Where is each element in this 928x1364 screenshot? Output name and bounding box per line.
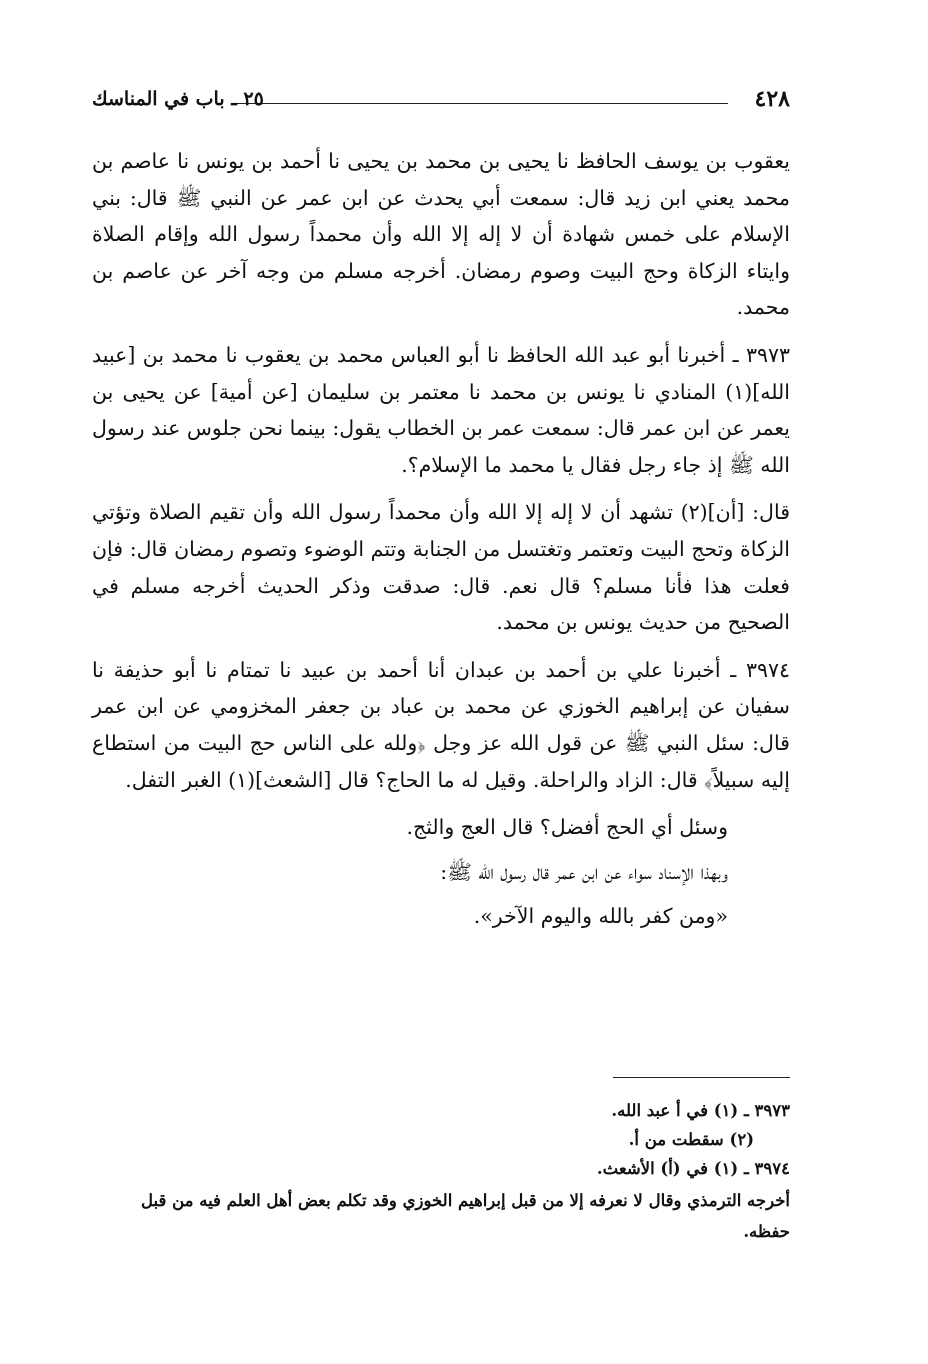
- footnote-3973-1: ٣٩٧٣ ـ (١) في أ عبد الله.: [611, 1101, 790, 1120]
- main-text: [92, 143, 790, 943]
- footnote-3974-1: ٣٩٧٤ ـ (١) في (أ) الأشعث.: [596, 1159, 790, 1178]
- paragraph-extra-1: وسئل أي الحج أفضل؟ قال العج والثج.: [406, 815, 728, 840]
- page-number: ٤٢٨: [754, 86, 790, 112]
- footnotes: [92, 1096, 790, 1247]
- paragraph-hadith-3973-continued: قال: [أن](٢) تشهد أن لا إله إلا الله وأن محمداً رسول الله وأن تقيم الصلاة وتؤتي الزكاة وتحج البيت وتعتمر وتغتسل من الجنابة وتتم الوضوء وتصوم رمضان قال: فإن فعلت هذا فأنا مسلم؟ قال نعم. قال: صدقت وذكر الحديث أخرجه مسلم في الصحيح من حديث يونس بن محمد.: [92, 500, 790, 635]
- page-header: [92, 84, 790, 120]
- footnote-takhrij: أخرجه الترمذي وقال لا نعرفه إلا من قبل إبراهيم الخوزي وقد تكلم بعض أهل العلم فيه من قبل حفظه.: [140, 1191, 790, 1241]
- footnote-separator: [613, 1077, 790, 1078]
- paragraph-extra-2: وبهذا الإسناد سواء عن ابن عمر قال رسول الله ﷺ:: [440, 859, 728, 884]
- footnote-3973-2: (٢) سقطت من أ.: [628, 1130, 754, 1149]
- chapter-title: ٢٥ ـ باب في المناسك: [92, 88, 264, 110]
- header-rule: [232, 103, 728, 104]
- paragraph-hadith-3974: ٣٩٧٤ ـ أخبرنا علي بن أحمد بن عبدان أنا أحمد بن عبيد نا تمتام نا أبو حذيفة نا سفيان عن إبراهيم الخوزي عن محمد بن عباد بن جعفر المخزومي عن ابن عمر قال: سئل النبي ﷺ عن قول الله عز وجل ﴿ولله على الناس حج البيت من استطاع إليه سبيلاً﴾ قال: الزاد والراحلة. وقيل له ما الحاج؟ قال [الشعث](١) الغبر التفل.: [92, 657, 790, 792]
- paragraph-hadith-intro: يعقوب بن يوسف الحافظ نا يحيى بن محمد بن يحيى نا أحمد بن يونس نا عاصم بن محمد يعني ابن زيد قال: سمعت أبي يحدث عن ابن عمر عن النبي ﷺ قال: بني الإسلام على خمس شهادة أن لا إله إلا الله وأن محمداً رسول الله وإقام الصلاة وايتاء الزكاة وحج البيت وصوم رمضان. أخرجه مسلم من وجه آخر عن عاصم بن محمد.: [92, 149, 790, 320]
- paragraph-hadith-3973: ٣٩٧٣ ـ أخبرنا أبو عبد الله الحافظ نا أبو العباس محمد بن يعقوب نا محمد بن [عبيد الله](١) المنادي نا يونس بن محمد نا معتمر بن سليمان [عن أمية] عن يحيى بن يعمر عن ابن عمر قال: سمعت عمر بن الخطاب يقول: بينما نحن جلوس عند رسول الله ﷺ إذ جاء رجل فقال يا محمد ما الإسلام؟.: [92, 342, 790, 477]
- paragraph-extra-3: «ومن كفر بالله واليوم الآخر».: [473, 904, 728, 929]
